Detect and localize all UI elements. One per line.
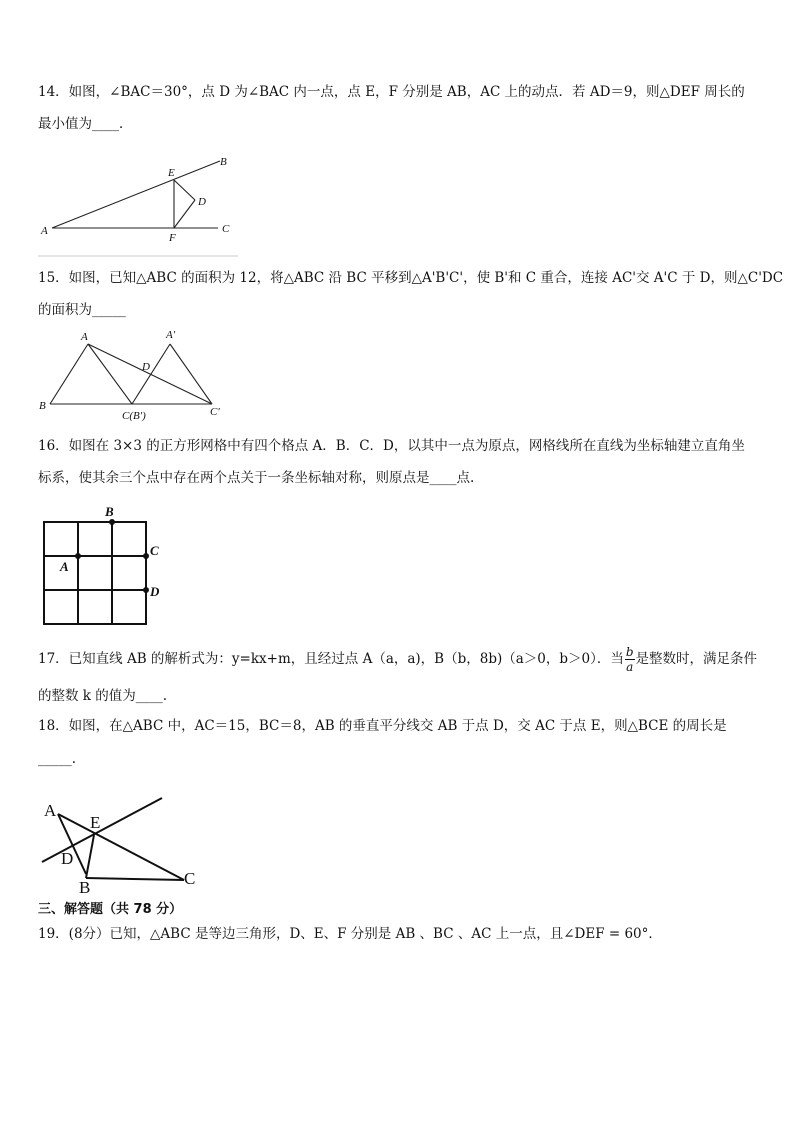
q17-text-a: 17．已知直线 AB 的解析式为：y=kx+m，且经过点 A（a，a)，B（b，8b)（a＞0，b＞0）．当 xyxy=(38,651,624,667)
q15-line1: 15．如图，已知△ABC 的面积为 12，将△ABC 沿 BC 平移到△A'B'C'，使 B'和 C 重合，连接 AC'交 A'C 于 D，则△C'DC xyxy=(38,270,784,286)
section-heading: 三、解答题（共 78 分） xyxy=(38,902,183,917)
q16-point-b xyxy=(109,519,115,525)
q15-label-c2: C′ xyxy=(210,406,220,418)
q17-line2: 的整数 k 的值为____. xyxy=(38,688,168,704)
q15-side-ac xyxy=(88,344,132,404)
q14-seg-ed xyxy=(174,180,195,200)
q16-label-d: D xyxy=(150,584,160,599)
q14-label-e: E xyxy=(168,167,175,179)
q17-line1 xyxy=(38,645,757,674)
q18-line2: _____. xyxy=(38,751,77,767)
q16-figure xyxy=(38,502,168,628)
q18-label-e: E xyxy=(90,813,101,832)
q16-point-d xyxy=(143,587,149,593)
q18-label-b: B xyxy=(79,878,91,896)
q16-line1: 16．如图在 3×3 的正方形网格中有四个格点 A．B．C．D，以其中一点为原点，网格线所在直线为坐标轴建立直角坐 xyxy=(38,438,745,454)
q17-frac-den: a xyxy=(626,660,634,674)
q15-seg-ac2 xyxy=(88,344,212,404)
q18-figure xyxy=(38,792,208,896)
q18-bisector xyxy=(42,798,162,862)
q18-line1: 18．如图，在△ABC 中，AC＝15，BC＝8，AB 的垂直平分线交 AB 于点 D，交 AC 于点 E，则△BCE 的周长是 xyxy=(38,718,727,734)
q14-ray-ab xyxy=(52,161,220,228)
q14-seg-df xyxy=(174,200,195,228)
q14-line1: 14．如图，∠BAC＝30°，点 D 为∠BAC 内一点，点 E，F 分别是 AB，AC 上的动点．若 AD＝9，则△DEF 周长的 xyxy=(38,84,745,100)
q19-line1: 19．(8分）已知，△ABC 是等边三角形，D、E、F 分别是 AB 、BC 、AC 上一点，且∠DEF = 60°． xyxy=(38,926,662,942)
q14-label-d: D xyxy=(198,196,206,208)
q14-label-c: C xyxy=(222,223,230,235)
q17-fraction xyxy=(625,645,635,674)
q18-label-a: A xyxy=(44,801,57,820)
q15-label-a2: A′ xyxy=(166,329,176,341)
q16-point-a xyxy=(75,553,81,559)
q14-label-f: F xyxy=(169,232,176,244)
q16-label-b: B xyxy=(105,504,114,519)
q14-label-b: B xyxy=(220,156,227,168)
q18-label-c: C xyxy=(184,869,196,888)
q16-label-c: C xyxy=(150,543,159,558)
q15-line2: 的面积为_____ xyxy=(38,302,126,318)
q18-side-ac xyxy=(58,814,184,880)
q15-label-a: A xyxy=(81,331,88,343)
q15-figure xyxy=(36,326,226,424)
q14-label-a: A xyxy=(41,225,48,237)
q18-seg-be xyxy=(86,835,94,878)
q14-figure xyxy=(38,150,238,258)
q18-label-d: D xyxy=(61,849,74,868)
q17-frac-num: b xyxy=(625,645,634,659)
q15-side-a2c2 xyxy=(170,344,212,404)
q17-text-b: 是整数时，满足条件 xyxy=(635,651,758,667)
q15-label-cb: C(B′) xyxy=(122,410,146,422)
q15-side-ab xyxy=(50,344,88,404)
q16-point-c xyxy=(143,553,149,559)
q14-line2: 最小值为____． xyxy=(38,116,133,132)
q15-label-d: D xyxy=(142,361,150,373)
q15-label-b: B xyxy=(39,400,46,412)
q16-line2: 标系，使其余三个点中存在两个点关于一条坐标轴对称，则原点是____点. xyxy=(38,470,475,486)
q16-label-a: A xyxy=(60,559,69,574)
q18-side-bc xyxy=(86,878,184,880)
